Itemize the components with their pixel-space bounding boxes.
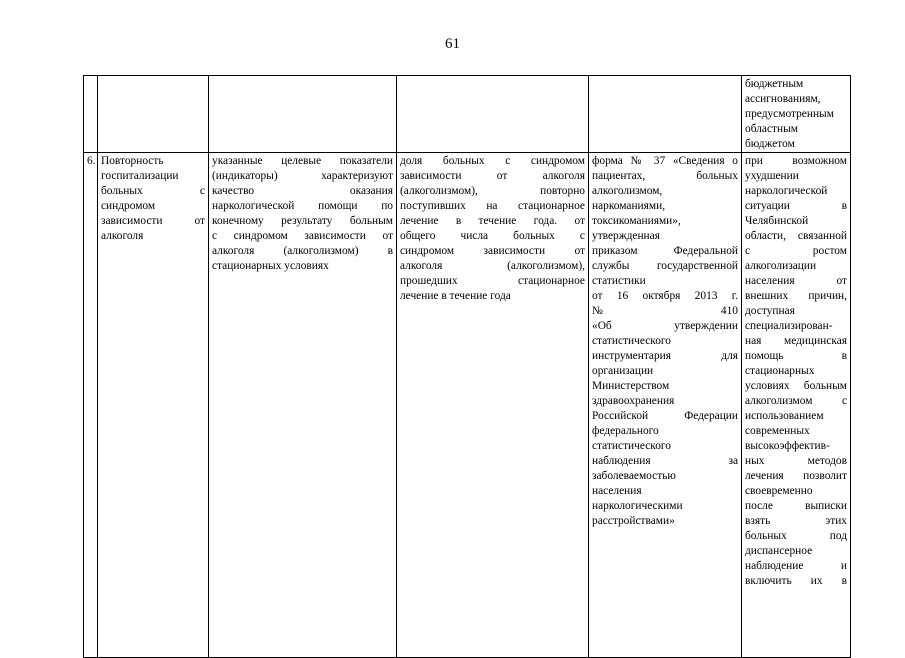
cell-text-line: помощь в (745, 350, 847, 362)
cell-text-line: населения (592, 485, 642, 497)
cell-text-line: организации (592, 365, 654, 377)
cell-text-line: статистики (592, 275, 646, 287)
cell-text-line: конечному результату больным (212, 215, 393, 227)
cell-text-line: Повторность (101, 155, 164, 167)
cell-text-line: наркологической помощи по (212, 200, 393, 212)
table-row-continued (84, 76, 851, 153)
cell-text-line: статистического (592, 335, 671, 347)
cell-text-line: синдромом (101, 200, 156, 212)
cell-text-line: специализирован- (745, 320, 833, 332)
cell-text-line: населения от (745, 275, 847, 287)
cell-text-line: алкоголя (алкоголизмом), (400, 260, 585, 272)
cell-text-line: форма № 37 «Сведения о (592, 155, 738, 167)
cell-text-line: лечение в течение года. от (400, 215, 585, 227)
cell-text-line: после выписки (745, 500, 847, 512)
cell-description (209, 76, 397, 153)
cell-text-line: службы государственной (592, 260, 738, 272)
cell-text-line: алкоголя (алкоголизмом) в (212, 245, 393, 257)
cell-text-line: здравоохранения (592, 395, 675, 407)
cell-text-line: включить их в (745, 575, 847, 587)
cell-text-line: стационарных условиях (212, 260, 329, 272)
cell-text-line: статистического (592, 440, 671, 452)
cell-text-line: утвержденная (592, 230, 660, 242)
cell-text-line: Российской Федерации (592, 410, 738, 422)
cell-text-line: алкоголизации (745, 260, 817, 272)
cell-text-line: взять этих (745, 515, 847, 527)
cell-text-line: диспансерное (745, 545, 813, 557)
cell-text-line: наркоманиями, (592, 200, 666, 212)
cell-text-line: области, связанной (745, 230, 847, 242)
cell-text-line: наблюдения за (592, 455, 738, 467)
cell-text-line: инструментария для (592, 350, 738, 362)
cell-text-line: общего числа больных с (400, 230, 585, 242)
cell-text-line: синдромом зависимости от (400, 245, 585, 257)
cell-text-line: федерального (592, 425, 659, 437)
cell-text-line: поступивших на стационарное (400, 200, 585, 212)
cell-source (589, 76, 742, 153)
cell-text-line: заболеваемостью (592, 470, 676, 482)
table-row-6 (84, 153, 851, 658)
cell-text-line: приказом Федеральной (592, 245, 738, 257)
cell-text-line: алкоголизмом с (745, 395, 847, 407)
cell-text-line: № 410 (592, 305, 738, 317)
cell-text-line: бюджетом (745, 138, 795, 150)
cell-text-line: при возможном (745, 155, 847, 167)
indicators-table (83, 75, 851, 658)
cell-text-line: областным (745, 123, 798, 135)
cell-text-line: зависимости от алкоголя (400, 170, 585, 182)
cell-text-line: пациентах, больных (592, 170, 738, 182)
cell-text-line: зависимости от (101, 215, 205, 227)
cell-text-line: лечения позволит (745, 470, 847, 482)
cell-text-line: Министерством (592, 380, 670, 392)
cell-text-line: с синдромом зависимости от (212, 230, 393, 242)
cell-text-line: указанные целевые показатели (212, 155, 393, 167)
cell-text-line: от 16 октября 2013 г. (592, 290, 738, 302)
cell-text-line: условиях больным (745, 380, 847, 392)
cell-text-line: качество оказания (212, 185, 393, 197)
cell-calculation-method (397, 153, 589, 658)
cell-row-number: 6. (84, 153, 98, 658)
cell-text-line: доля больных с синдромом (400, 155, 585, 167)
cell-text-line: доступная (745, 305, 795, 317)
cell-text-line: современных (745, 425, 810, 437)
cell-text-line: ситуации в (745, 200, 847, 212)
cell-number (84, 76, 98, 153)
cell-text-line: прошедших стационарное (400, 275, 585, 287)
cell-text-line: алкоголизмом, (592, 185, 663, 197)
cell-text-line: с ростом (745, 245, 847, 257)
cell-text-line: токсикоманиями», (592, 215, 681, 227)
cell-calculation (397, 76, 589, 153)
cell-text-line: «Об утверждении (592, 320, 738, 332)
cell-text-line: ных методов (745, 455, 847, 467)
cell-indicator-name (98, 153, 209, 658)
cell-text-line: лечение в течение года (400, 290, 511, 302)
cell-text-line: ухудшении (745, 170, 799, 182)
cell-text-line: внешних причин, (745, 290, 847, 302)
cell-text-line: госпитализации (101, 170, 179, 182)
cell-text-line: ассигнованиям, (745, 93, 821, 105)
cell-text-line: (алкоголизмом), повторно (400, 185, 585, 197)
cell-text-line: больных с (101, 185, 205, 197)
cell-text-line: стационарных (745, 365, 815, 377)
cell-text-line: наркологической (745, 185, 828, 197)
cell-text-line: Челябинской (745, 215, 809, 227)
cell-text-line: (индикаторы) характеризуют (212, 170, 393, 182)
cell-text-line: алкоголя (101, 230, 144, 242)
cell-data-source (589, 153, 742, 658)
cell-text-line: бюджетным (745, 78, 804, 90)
cell-text-line: наблюдение и (745, 560, 847, 572)
cell-text-line: использованием (745, 410, 824, 422)
cell-text-line: больных под (745, 530, 847, 542)
cell-indicator (98, 76, 209, 153)
cell-indicator-description (209, 153, 397, 658)
page-number: 61 (445, 36, 460, 52)
cell-text-line: предусмотренным (745, 108, 834, 120)
cell-rationale-continued (742, 76, 851, 153)
cell-text-line: наркологическими (592, 500, 683, 512)
cell-text-line: своевременно (745, 485, 813, 497)
cell-text-line: высокоэффектив- (745, 440, 830, 452)
cell-text-line: расстройствами» (592, 515, 675, 527)
cell-rationale (742, 153, 851, 658)
cell-text-line: ная медицинская (745, 335, 847, 347)
